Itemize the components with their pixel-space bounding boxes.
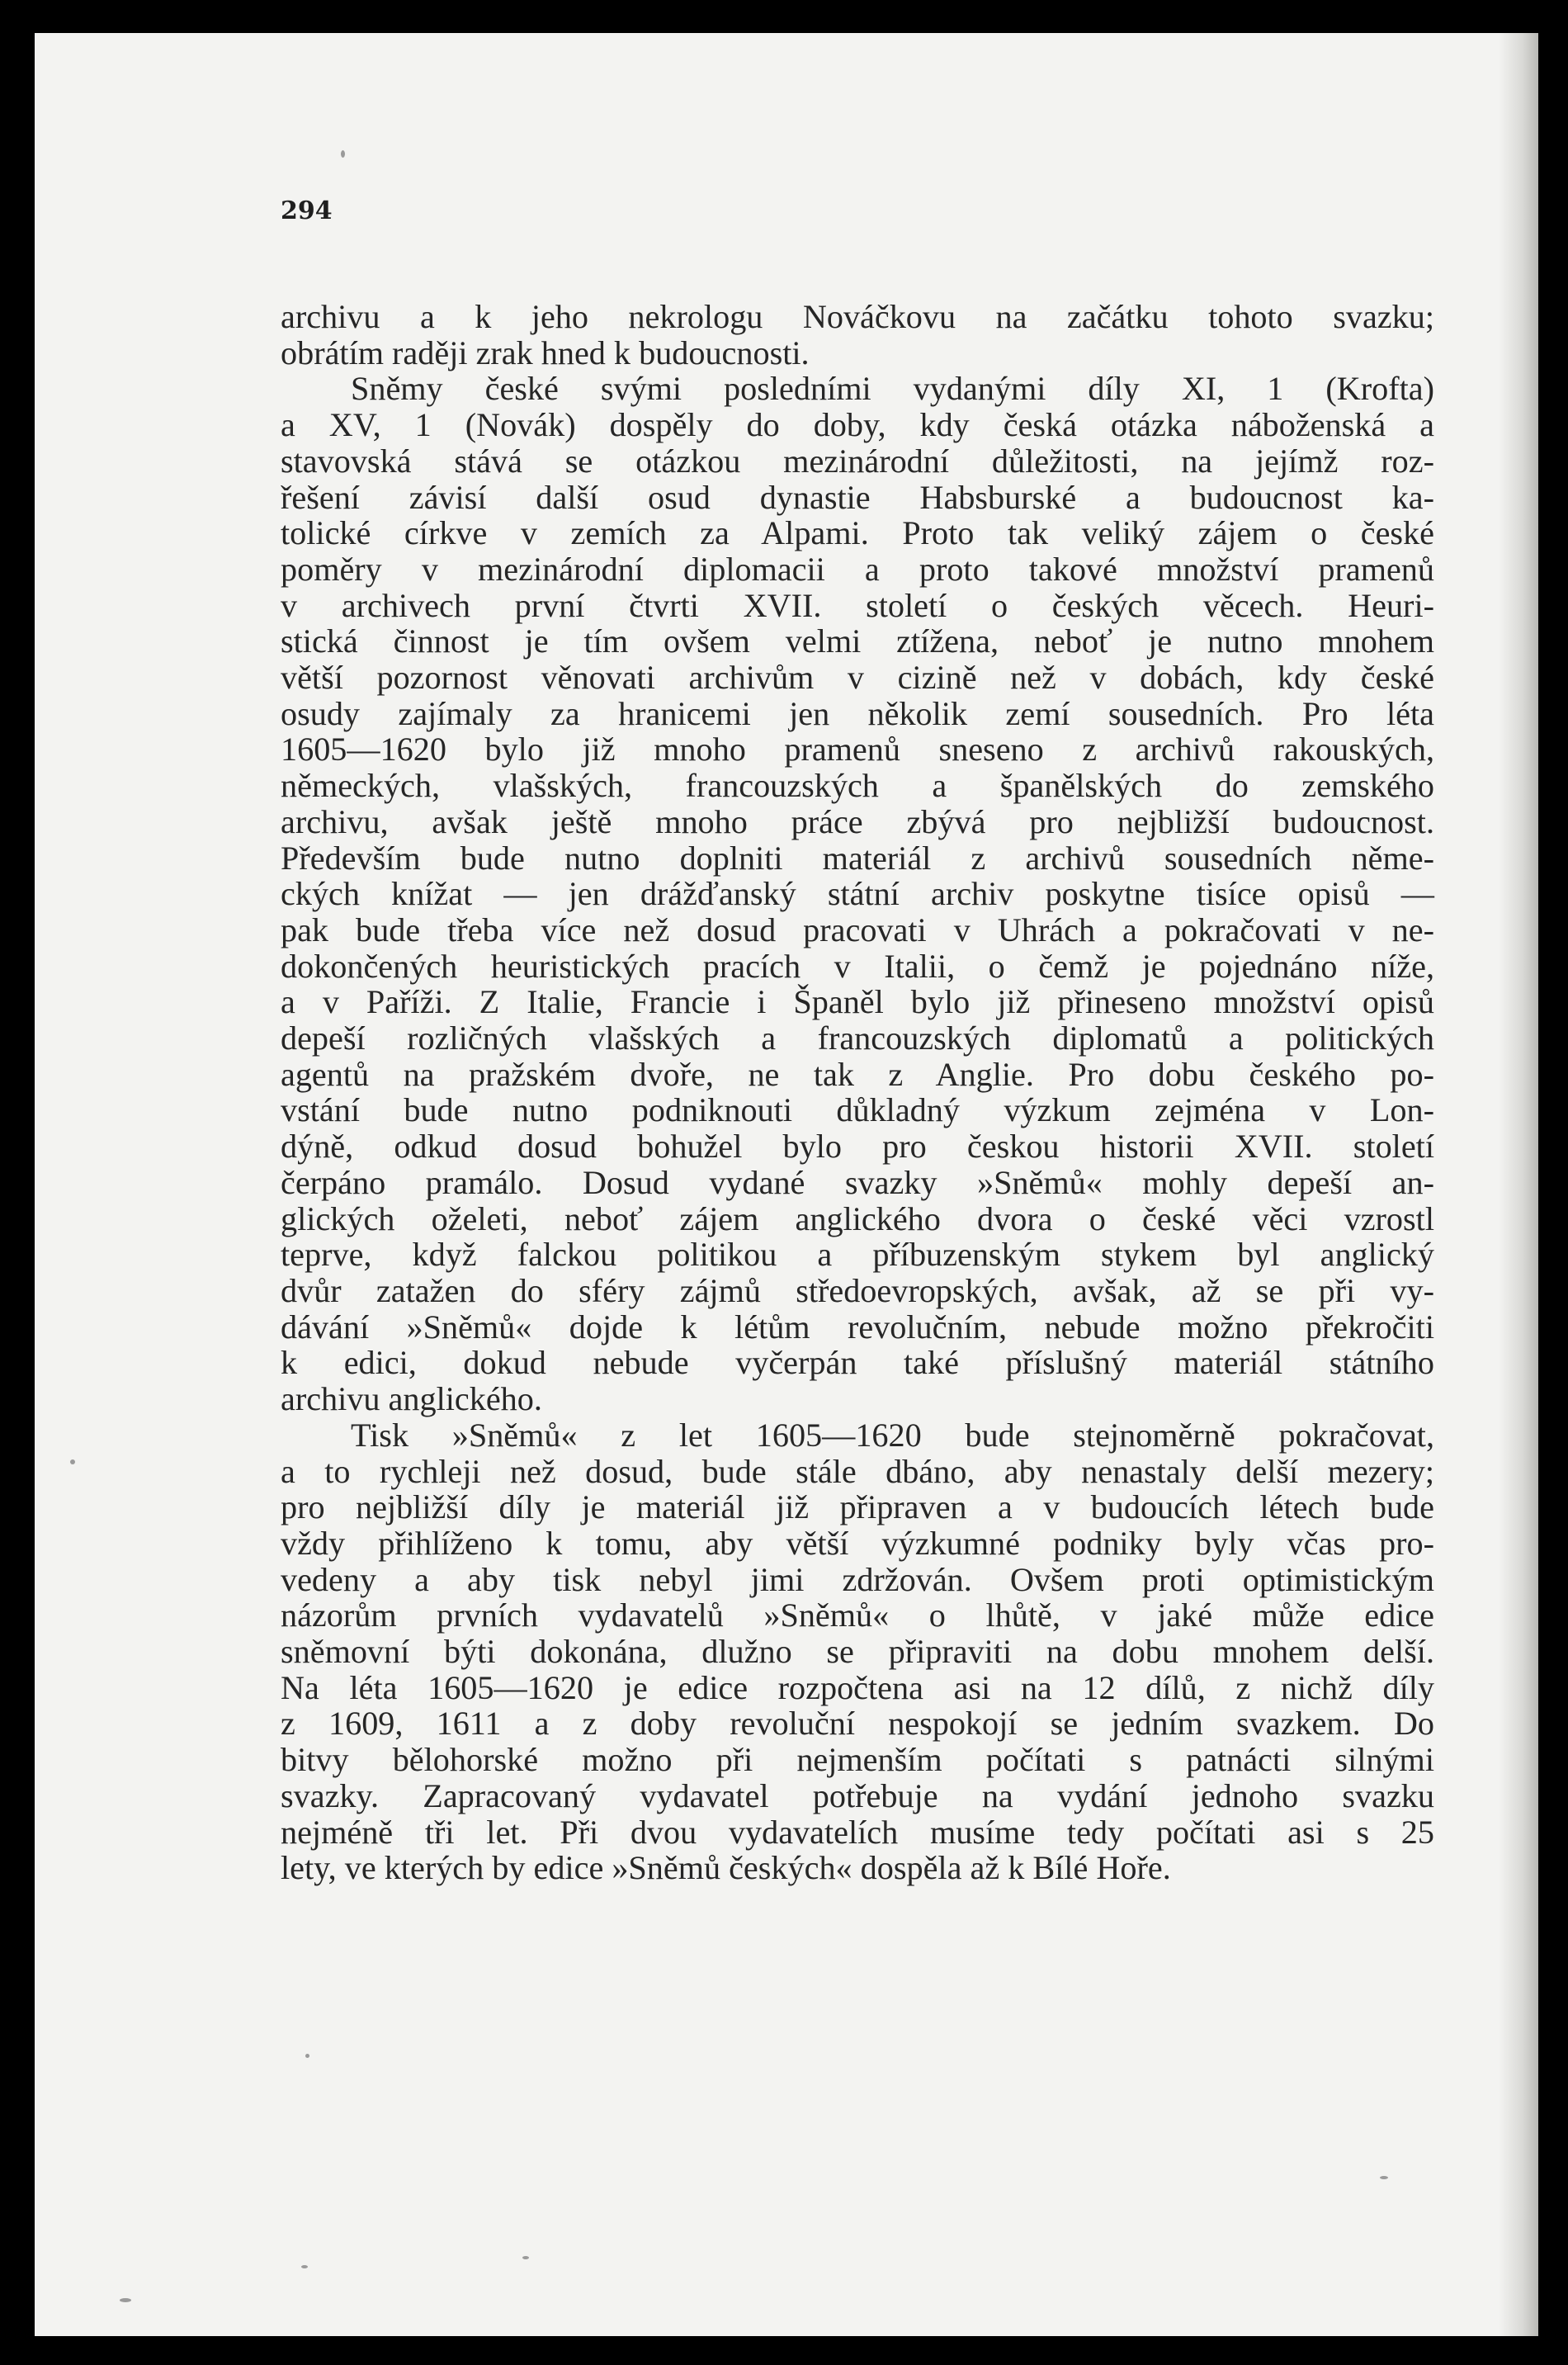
text-line: stavovská stává se otázkou mezinárodní důležitosti, na jejímž roz- bbox=[281, 442, 1434, 480]
scan-speck bbox=[522, 2256, 529, 2259]
text-line: obrátím raději zrak hned k budoucnosti. bbox=[281, 333, 810, 371]
text-line: glických oželeti, neboť zájem anglického dvora o české věci vzrostl bbox=[281, 1199, 1434, 1237]
scan-speck bbox=[120, 2298, 131, 2302]
text-line: sněmovní býti dokonána, dlužno se připraviti na dobu mnohem delší. bbox=[281, 1633, 1434, 1671]
text-line: poměry v mezinárodní diplomacii a proto takové množství pramenů bbox=[281, 550, 1434, 588]
text-line: vstání bude nutno podniknouti důkladný výzkum zejména v Lon- bbox=[281, 1091, 1434, 1129]
text-line: depeší rozličných vlašských a francouzských diplomatů a politických bbox=[281, 1019, 1434, 1057]
text-line: řešení závisí další osud dynastie Habsburské a budoucnost ka- bbox=[281, 478, 1434, 516]
scan-speck bbox=[305, 2054, 309, 2058]
text-line: a v Paříži. Z Italie, Francie i Španěl bylo již přineseno množství opisů bbox=[281, 983, 1434, 1021]
text-line: německých, vlašských, francouzských a španělských do zemského bbox=[281, 767, 1434, 805]
text-line: lety, ve kterých by edice »Sněmů českých« dospěla až k Bílé Hoře. bbox=[281, 1849, 1171, 1887]
text-line: a XV, 1 (Novák) dospěly do doby, kdy česká otázka náboženská a bbox=[281, 406, 1434, 444]
text-line: k edici, dokud nebude vyčerpán také příslušný materiál státního bbox=[281, 1344, 1434, 1382]
text-line: nejméně tři let. Při dvou vydavatelích musíme tedy počítati asi s 25 bbox=[281, 1813, 1434, 1851]
text-line: pro nejbližší díly je materiál již připraven a v budoucích létech bude bbox=[281, 1488, 1434, 1526]
text-line: z 1609, 1611 a z doby revoluční nespokojí se jedním svazkem. Do bbox=[281, 1705, 1434, 1743]
text-line: bitvy bělohorské možno při nejmenším počítati s patnácti silnými bbox=[281, 1741, 1434, 1779]
scan-speck bbox=[341, 150, 345, 158]
text-line: tolické církve v zemích za Alpami. Proto tak veliký zájem o české bbox=[281, 514, 1434, 552]
text-line: dokončených heuristických pracích v Italii, o čemž je pojednáno níže, bbox=[281, 947, 1434, 985]
text-line: archivu a k jeho nekrologu Nováčkovu na začátku tohoto svazku; bbox=[281, 298, 1434, 335]
text-line: názorům prvních vydavatelů »Sněmů« o lhůtě, v jaké může edice bbox=[281, 1596, 1434, 1634]
text-line: 1605—1620 bylo již mnoho pramenů sneseno z archivů rakouských, bbox=[281, 731, 1434, 769]
text-line: teprve, když falckou politikou a příbuzenským stykem byl anglický bbox=[281, 1236, 1434, 1274]
text-line: archivu anglického. bbox=[281, 1380, 542, 1418]
text-line: stická činnost je tím ovšem velmi ztížena, neboť je nutno mnohem bbox=[281, 622, 1434, 660]
text-line: pak bude třeba více než dosud pracovati v Uhrách a pokračovati v ne- bbox=[281, 911, 1434, 948]
text-line: dvůr zatažen do sféry zájmů středoevropských, avšak, až se při vy- bbox=[281, 1271, 1434, 1309]
text-line: ckých knížat — jen drážďanský státní archiv poskytne tisíce opisů — bbox=[281, 875, 1434, 913]
scan-speck bbox=[70, 1459, 75, 1464]
body-text bbox=[281, 299, 1434, 1886]
text-line: a to rychleji než dosud, bude stále dbáno, aby nenastaly delší mezery; bbox=[281, 1452, 1434, 1490]
scan-speck bbox=[301, 2265, 308, 2268]
text-line: agentů na pražském dvoře, ne tak z Anglie. Pro dobu českého po- bbox=[281, 1055, 1434, 1093]
page-edge-shadow bbox=[1499, 33, 1538, 2336]
text-line: osudy zajímaly za hranicemi jen několik zemí sousedních. Pro léta bbox=[281, 694, 1434, 732]
text-line: vedeny a aby tisk nebyl jimi zdržován. Ovšem proti optimistickým bbox=[281, 1560, 1434, 1598]
text-line: větší pozornost věnovati archivům v cizině než v dobách, kdy české bbox=[281, 659, 1434, 697]
text-line: svazky. Zapracovaný vydavatel potřebuje na vydání jednoho svazku bbox=[281, 1776, 1434, 1814]
text-line: Především bude nutno doplniti materiál z archivů sousedních něme- bbox=[281, 839, 1434, 877]
text-line: archivu, avšak ještě mnoho práce zbývá pro nejbližší budoucnost. bbox=[281, 802, 1434, 840]
text-line: dávání »Sněmů« dojde k létům revolučním, nebude možno překročiti bbox=[281, 1308, 1434, 1346]
text-line: v archivech první čtvrti XVII. století o českých věcech. Heuri- bbox=[281, 586, 1434, 624]
text-line: Na léta 1605—1620 je edice rozpočtena asi na 12 dílů, z nichž díly bbox=[281, 1668, 1434, 1706]
scan-speck bbox=[1380, 2176, 1388, 2179]
text-line: dýně, odkud dosud bohužel bylo pro českou historii XVII. století bbox=[281, 1128, 1434, 1166]
text-line: vždy přihlíženo k tomu, aby větší výzkumné podniky byly včas pro- bbox=[281, 1524, 1434, 1562]
text-line: Tisk »Sněmů« z let 1605—1620 bude stejnoměrně pokračovat, bbox=[351, 1416, 1434, 1454]
page-number: 294 bbox=[281, 196, 333, 225]
text-line: čerpáno pramálo. Dosud vydané svazky »Sněmů« mohly depeší an- bbox=[281, 1163, 1434, 1201]
text-line: Sněmy české svými posledními vydanými díly XI, 1 (Krofta) bbox=[351, 370, 1434, 408]
